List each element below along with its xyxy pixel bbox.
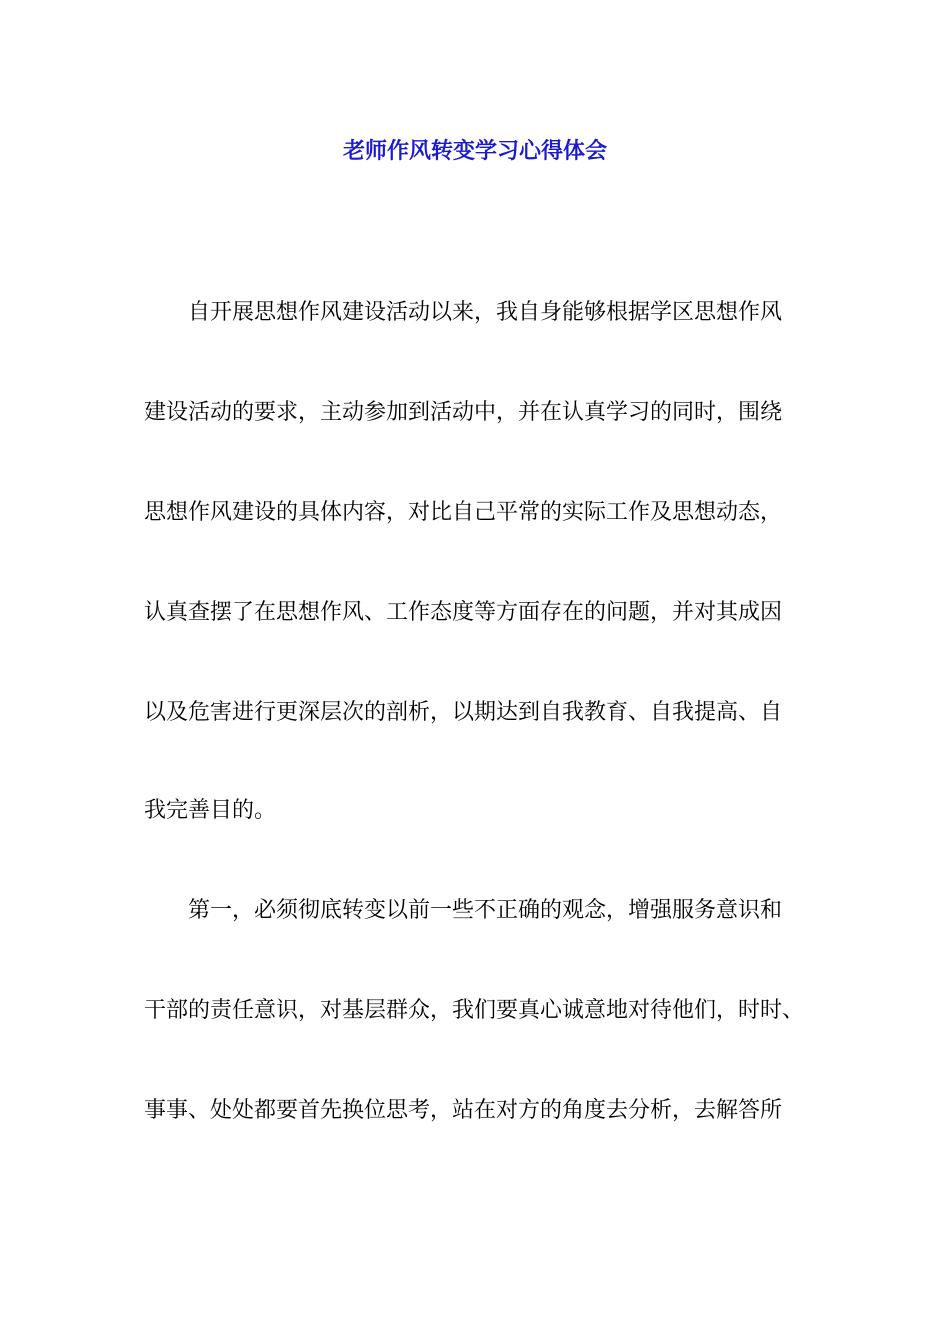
paragraph-line: 事事、处处都要首先换位思考，站在对方的角度去分析，去解答所	[144, 1098, 783, 1123]
paragraph-line: 思想作风建设的具体内容，对比自己平常的实际工作及思想动态，	[144, 500, 783, 525]
paragraph-line: 认真查摆了在思想作风、工作态度等方面存在的问题，并对其成因	[144, 600, 783, 625]
paragraph-line: 我完善目的。	[144, 798, 277, 823]
document-title: 老师作风转变学习心得体会	[342, 139, 607, 164]
paragraph-line: 干部的责任意识，对基层群众，我们要真心诚意地对待他们，时时、	[144, 998, 805, 1023]
paragraph-line: 以及危害进行更深层次的剖析，以期达到自我教育、自我提高、自	[144, 700, 783, 725]
paragraph-line: 第一，必须彻底转变以前一些不正确的观念，增强服务意识和	[188, 898, 783, 923]
paragraph-line: 自开展思想作风建设活动以来，我自身能够根据学区思想作风	[188, 300, 783, 325]
paragraph-line: 建设活动的要求，主动参加到活动中，并在认真学习的同时，围绕	[144, 400, 783, 425]
